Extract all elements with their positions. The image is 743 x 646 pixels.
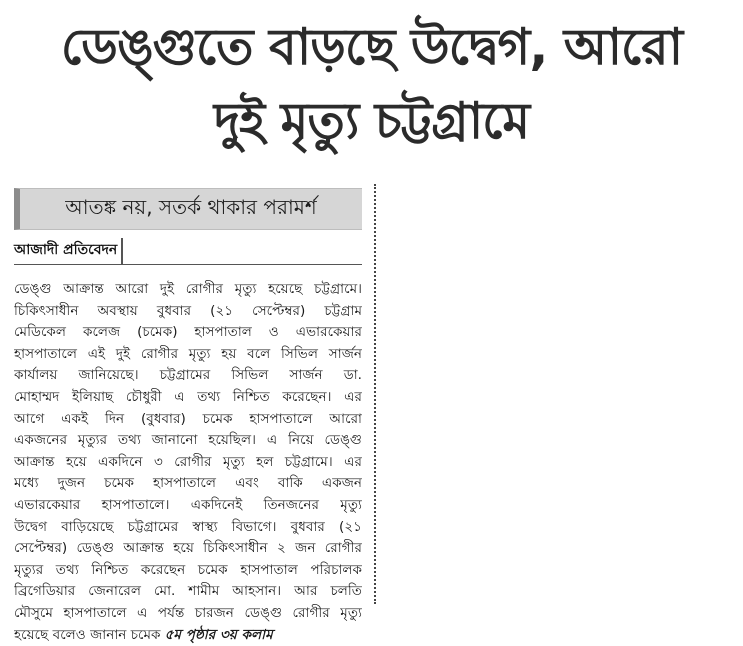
body-line: সেপ্টেম্বর) ডেঙ্গু আক্রান্ত হয়ে চিকিৎসাধীন ২ জন রোগীর — [14, 538, 362, 560]
headline-line-1: ডেঙ্গুতে বাড়ছে উদ্বেগ, আরো — [0, 8, 743, 86]
byline: আজাদী প্রতিবেদন — [14, 238, 123, 264]
continuation-reference[interactable]: ৫ম পৃষ্ঠার ৩য় কলাম — [165, 627, 273, 643]
kicker-box — [14, 188, 362, 230]
body-line: হাসপাতালে এই দুই রোগীর মৃত্যু হয় বলে সিভিল সার্জন — [14, 344, 362, 366]
body-line: চিকিৎসাধীন অবস্থায় বুধবার (২১ সেপ্টেম্বর) চট্টগ্রাম — [14, 301, 362, 323]
body-line: উদ্বেগ বাড়িয়েছে চট্টগ্রামের স্বাস্থ্য বিভাগে। বুধবার (২১ — [14, 517, 362, 539]
column-divider — [374, 184, 376, 604]
article-column — [14, 188, 362, 646]
article-body — [14, 279, 362, 646]
body-line: মৃত্যুর তথ্য নিশ্চিত করেছেন চমেক হাসপাতাল পরিচালক — [14, 560, 362, 582]
body-line: আগে একই দিন (বুধবার) চমেক হাসপাতালে আরো — [14, 409, 362, 431]
body-line: মধ্যে দুজন চমেক হাসপাতালে এবং বাকি একজন — [14, 473, 362, 495]
kicker-text: আতঙ্ক নয়, সতর্ক থাকার পরামর্শ — [65, 193, 316, 226]
body-line: একজনের মৃত্যুর তথ্য জানানো হয়েছিল। এ নিয়ে ডেঙ্গু — [14, 430, 362, 452]
body-last-line — [14, 625, 362, 646]
headline — [0, 8, 743, 156]
body-line: আক্রান্ত হয়ে একদিনে ৩ রোগীর মৃত্যু হল চট্টগ্রামে। এর — [14, 452, 362, 474]
body-line: মৌসুমে হাসপাতালে এ পর্যন্ত চারজন ডেঙ্গু রোগীর মৃত্যু — [14, 603, 362, 625]
byline-row — [14, 240, 362, 265]
body-line: কার্যালয় জানিয়েছে। চট্টগ্রামের সিভিল সার্জন ডা. — [14, 365, 362, 387]
body-line: ব্রিগেডিয়ার জেনারেল মো. শামীম আহসান। আর চলতি — [14, 581, 362, 603]
body-last-line-text: হয়েছে বলেও জানান চমেক — [14, 627, 161, 643]
body-line: মোহাম্মদ ইলিয়াছ চৌধুরী এ তথ্য নিশ্চিত করেছেন। এর — [14, 387, 362, 409]
body-line: ডেঙ্গু আক্রান্ত আরো দুই রোগীর মৃত্যু হয়েছে চট্টগ্রামে। — [14, 279, 362, 301]
body-line: মেডিকেল কলেজ (চমেক) হাসপাতাল ও এভারকেয়ার — [14, 322, 362, 344]
body-line: এভারকেয়ার হাসপাতালে। একদিনেই তিনজনের মৃত্যু — [14, 495, 362, 517]
headline-line-2: দুই মৃত্যু চট্টগ্রামে — [0, 86, 743, 156]
